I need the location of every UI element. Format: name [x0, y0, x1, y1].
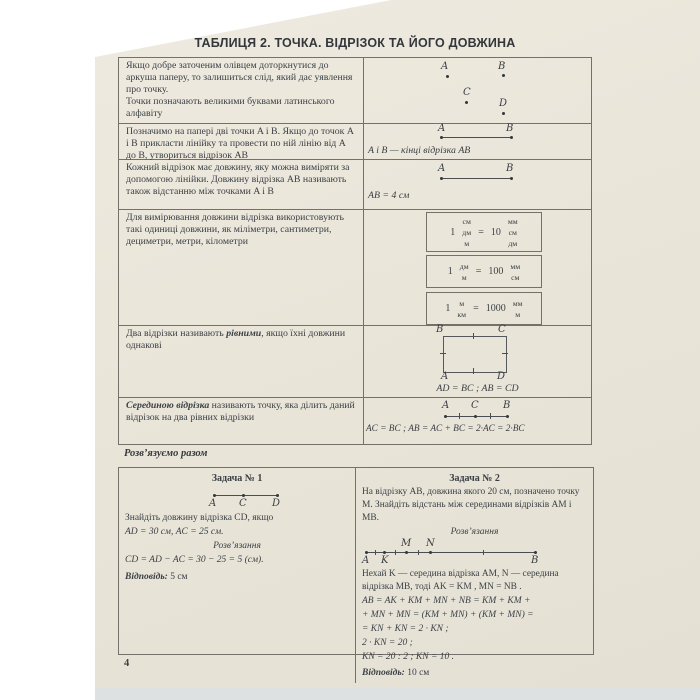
diagram-caption: AB = 4 см [368, 190, 410, 201]
unit: дм [508, 238, 518, 248]
coefficient: 1 [450, 226, 456, 238]
paragraph: Якщо добре заточеним олівцем доторкнутися до аркуша паперу, то залишиться слід, який дає уявлення про точку. [126, 60, 353, 96]
solution-label: Розв’язання [213, 541, 261, 551]
definitions-table [118, 57, 592, 445]
unit-conversion-box [426, 255, 542, 288]
point-dot [440, 136, 443, 139]
point-label: A [442, 400, 450, 411]
diagram-caption: AC = BC ; AB = AC + BC = 2·AC = 2·BC [366, 424, 525, 434]
unit-conversion-box [426, 292, 542, 325]
tick-mark [418, 550, 419, 555]
point-label: N [426, 538, 435, 549]
unit: см [511, 272, 520, 282]
answer-line [362, 667, 587, 680]
task-title: Задача № 2 [449, 473, 500, 484]
corner-label: B [436, 324, 444, 335]
point-label: M [401, 538, 412, 549]
paragraph: Для вимірювання довжини відрізка використовують такі одиниці довжини, як міліметри, сантиметри, дециметри, метри, кілометри [126, 212, 344, 248]
segment-line [366, 552, 536, 553]
point-label: A [441, 61, 449, 72]
point-dot [440, 177, 443, 180]
unit: см [508, 227, 517, 237]
page-title: ТАБЛИЦЯ 2. ТОЧКА. ВІДРІЗОК ТА ЙОГО ДОВЖИНА [194, 36, 516, 50]
row-point-definition-text [119, 58, 364, 124]
paragraph: Кожний відрізок має довжину, яку можна виміряти за допомогою лінійки. Довжину відрізка AB називають також відстанню між точками A і B [126, 162, 350, 198]
unit: мм [507, 216, 518, 226]
point-label: B [498, 61, 506, 72]
equals-sign: = [475, 266, 482, 277]
tick-mark [490, 413, 491, 419]
paragraph: Точки позначають великими буквами латинського алфавіту [126, 96, 335, 120]
answer-label: Відповідь: [125, 572, 168, 582]
segment-line [214, 495, 278, 496]
unit-stack [510, 261, 520, 283]
row-length-units-text [119, 210, 364, 326]
scan-edge-artifact [95, 688, 700, 700]
equals-sign: = [478, 226, 484, 238]
row-segment-length-text [119, 160, 364, 210]
segment-line [442, 178, 512, 179]
problem-text: На відрізку AB, довжина якого 20 см, позначено точку M. Знайдіть відстань між серединами відрізків AM і MB. [362, 487, 580, 523]
solution-intro: Нехай K — середина відрізка AM, N — середина відрізка MB, тоді AK = KM , MN = NB . [362, 569, 559, 592]
point-dot [405, 551, 408, 554]
corner-label: A [441, 371, 449, 382]
diagram-caption: A і B — кінці відрізка AB [368, 145, 471, 156]
paragraph [126, 328, 357, 352]
task-1-diagram [125, 485, 349, 511]
unit: см [462, 216, 471, 226]
coefficient: 1 [445, 303, 451, 314]
point-label: A [209, 498, 217, 509]
diagram-caption: AD = BC ; AB = CD [436, 383, 519, 394]
point-label: A [438, 163, 446, 174]
solution-line: KN = 20 : 2 ; KN = 10 . [362, 652, 454, 662]
section-heading: Розв’язуємо разом [124, 448, 208, 459]
row-segment-definition-text [119, 124, 364, 160]
unit-stack [460, 261, 469, 283]
point-label: B [506, 123, 514, 134]
unit: м [461, 272, 467, 282]
task-2-diagram [362, 539, 587, 567]
task-1-cell [119, 468, 356, 683]
unit: дм [459, 261, 469, 271]
solution-line: CD = AD − AC = 30 − 25 = 5 (см). [125, 555, 264, 565]
unit: км [457, 309, 467, 319]
task-2-cell [356, 468, 593, 683]
rectangle-shape [443, 336, 507, 373]
solution-line: + MN + MN = (KM + MN) + (KM + MN) = [362, 610, 534, 620]
value: 10 [490, 226, 501, 238]
row-equal-segments-diagram [364, 326, 591, 398]
value: 1000 [485, 303, 506, 314]
text-emphasis: рівними [226, 328, 262, 339]
unit: м [459, 298, 465, 308]
tick-mark [440, 353, 446, 354]
corner-label: D [497, 371, 506, 382]
solution-line: AB = AK + KM + MN + NB = KM + KM + [362, 596, 531, 606]
tick-mark [473, 368, 474, 374]
unit-stack [462, 216, 471, 249]
point-label: B [531, 555, 539, 566]
corner-label: C [498, 324, 506, 335]
tick-mark [473, 333, 474, 339]
segment-line [446, 416, 509, 417]
row-point-definition-diagram [364, 58, 591, 124]
unit-stack [513, 298, 523, 320]
tick-mark [459, 413, 460, 419]
solution-line: = KN + KN = 2 · KN ; [362, 624, 449, 634]
row-midpoint-diagram [364, 398, 591, 444]
point-dot [502, 74, 505, 77]
point-dot [465, 101, 468, 104]
point-label: A [362, 555, 370, 566]
unit-conversion-box [426, 212, 542, 252]
point-label: D [272, 498, 281, 509]
unit: мм [512, 298, 523, 308]
unit: м [515, 309, 521, 319]
tick-mark [395, 550, 396, 555]
value: 100 [488, 266, 504, 277]
page-number: 4 [124, 658, 130, 669]
point-dot [474, 415, 477, 418]
row-segment-definition-diagram [364, 124, 591, 160]
point-dot [506, 415, 509, 418]
tasks-table [118, 467, 594, 678]
unit: м [464, 238, 470, 248]
unit: дм [462, 227, 472, 237]
answer-line [125, 571, 349, 584]
task-title: Задача № 1 [211, 473, 263, 484]
coefficient: 1 [447, 266, 453, 277]
answer-value: 10 см [407, 668, 430, 678]
tick-mark [502, 353, 508, 354]
point-label: A [438, 123, 446, 134]
problem-text: Знайдіть довжину відрізка CD, якщо [125, 513, 274, 523]
row-equal-segments-text [119, 326, 364, 398]
paragraph [126, 400, 357, 424]
row-length-units-diagram [364, 210, 591, 326]
answer-label: Відповідь: [362, 668, 405, 678]
solution-label: Розв’язання [450, 527, 499, 537]
point-dot [502, 112, 505, 115]
point-label: C [463, 87, 471, 98]
row-midpoint-text [119, 398, 364, 444]
tick-mark [375, 550, 376, 555]
point-label: B [506, 163, 514, 174]
unit-stack [508, 216, 518, 249]
point-label: C [471, 400, 479, 411]
point-dot [444, 415, 447, 418]
point-dot [510, 136, 513, 139]
problem-data: AD = 30 см, AC = 25 см. [125, 527, 224, 537]
unit-stack [457, 298, 466, 320]
text-lead: Два відрізки називають [126, 328, 227, 339]
point-label: D [499, 98, 508, 109]
text-tail: називають точку, яка ділить даний відрізок на два рівних відрізки [126, 400, 355, 424]
tick-mark [483, 550, 484, 555]
unit: мм [510, 261, 521, 271]
answer-value: 5 см [170, 572, 188, 582]
row-segment-length-diagram [364, 160, 591, 210]
point-dot [510, 177, 513, 180]
point-dot [429, 551, 432, 554]
text-tail: , якщо їхні довжини однакові [126, 328, 346, 352]
text-emphasis: Серединою відрізка [126, 400, 210, 411]
point-label: C [239, 498, 247, 509]
solution-line: 2 · KN = 20 ; [362, 638, 413, 648]
paragraph: Позначимо на папері дві точки A і B. Якщо до точок A і B прикласти лінійку та провести по ній лінію від A до B, утвориться відрізок AB [126, 126, 354, 162]
equals-sign: = [473, 303, 479, 314]
segment-line [442, 137, 512, 138]
point-label: B [503, 400, 511, 411]
point-dot [446, 75, 449, 78]
point-label: K [381, 555, 389, 566]
